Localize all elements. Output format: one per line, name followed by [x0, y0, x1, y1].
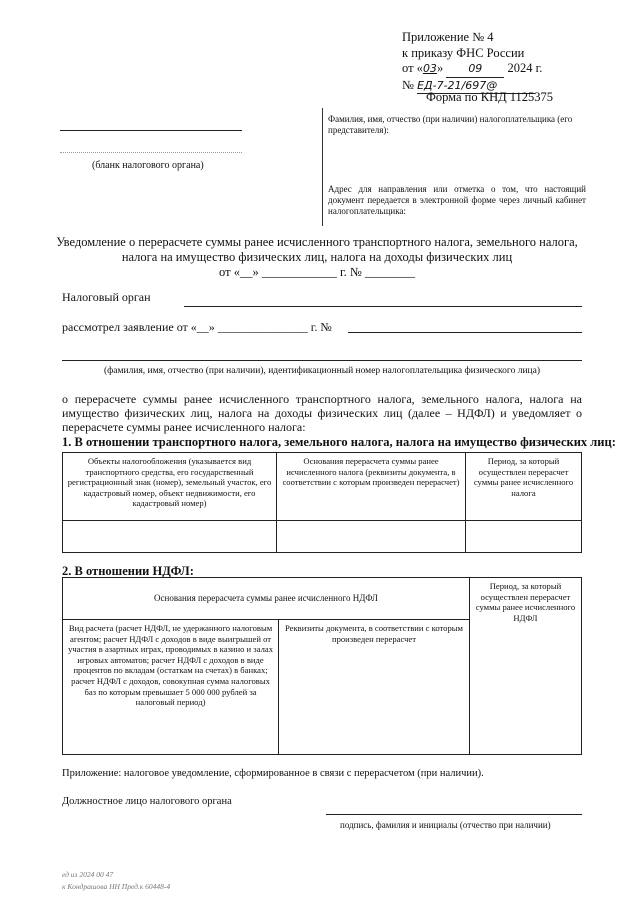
order-number: № ЕД-7-21/697@ — [402, 78, 542, 95]
tax-authority-field[interactable] — [184, 306, 582, 307]
appendix-number: Приложение № 4 — [402, 30, 494, 44]
fio-caption: Фамилия, имя, отчество (при наличии) налогоплательщика (его представителя): — [328, 114, 573, 135]
order-reference: к приказу ФНС России — [402, 45, 525, 60]
ndfl-doc-details: Реквизиты документа, в соответствии с которым произведен перерасчет — [279, 620, 470, 755]
appendix-note: Приложение: налоговое уведомление, сформированное в связи с перерасчетом (при наличии). — [62, 768, 484, 779]
application-number-field[interactable] — [348, 332, 582, 333]
taxpayer-caption: (фамилия, имя, отчество (при наличии), идентификационный номер налогоплательщика физического лица) — [103, 366, 541, 376]
blank-line-faint — [60, 152, 242, 153]
section1-cell-grounds[interactable] — [277, 521, 466, 553]
blank-line — [60, 130, 242, 131]
notice-paragraph: о перерасчете суммы ранее исчисленного транспортного налога, земельного налога, налога на имущество физических лиц, налога на доходы физических лиц (далее – НДФЛ) и уведомляет о перерасчете суммы ранее исчисленного налога: — [62, 392, 582, 434]
order-header — [402, 30, 542, 94]
taxpayer-field[interactable] — [62, 360, 582, 361]
signature-caption: подпись, фамилия и инициалы (отчество при наличии) — [340, 820, 551, 830]
order-day: 03 — [422, 62, 437, 75]
section1-data-row — [63, 521, 582, 553]
ndfl-period-header: Период, за который осуществлен перерасчет суммы ранее исчисленного НДФЛ — [469, 578, 581, 755]
section1-cell-period[interactable] — [466, 521, 582, 553]
signature-field[interactable] — [326, 814, 582, 815]
section1-table — [62, 452, 582, 553]
footer-note-2: к Кондрашова НН Пред.к 60448-4 — [62, 882, 171, 891]
section2-heading: 2. В отношении НДФЛ: — [62, 564, 194, 578]
col-grounds-header: Основания перерасчета суммы ранее исчисленного налога (реквизиты документа, в соответствии с которым произведен перерасчет) — [277, 453, 466, 521]
section2-table — [62, 577, 582, 755]
address-divider — [322, 108, 323, 226]
order-month: 09 — [446, 61, 504, 78]
ndfl-calc-type: Вид расчета (расчет НДФЛ, не удержанного налоговым агентом; расчет НДФЛ с доходов в виде выигрышей от участия в азартных играх, проводимых в казино и залах игровых автоматов; расчет НДФЛ с доходов в виде процентов по вкладам (остаткам на счетах) в банках; расчет НДФЛ с доходов, совокупная сумма налоговых баз по которым превышает 5 000 000 рублей за налоговый период) — [63, 620, 279, 755]
col-period-header: Период, за который осуществлен перерасчет суммы ранее исчисленного налога — [466, 453, 582, 521]
reviewed-application-label: рассмотрел заявление от «__» _______________ г. № — [62, 320, 332, 334]
col-objects-header: Объекты налогообложения (указывается вид транспортного средства, его государственный регистрационный знак (номер), земельный участок, его кадастровый номер, объект недвижимости, его кадастровый номер) — [63, 453, 277, 521]
address-caption: Адрес для направления или отметка о том, что настоящий документ передается в электронной форме через личный кабинет налогоплательщика: — [328, 184, 586, 216]
form-code: Форма по КНД 1125375 — [426, 90, 554, 104]
blank-caption: (бланк налогового органа) — [92, 160, 204, 171]
section1-header-row — [63, 453, 582, 521]
ndfl-grounds-header: Основания перерасчета суммы ранее исчисленного НДФЛ — [63, 578, 470, 620]
title-date-number: от «__» ____________ г. № ________ — [219, 265, 415, 279]
section2-header-row — [63, 578, 582, 620]
tax-authority-label: Налоговый орган — [62, 290, 151, 304]
document-title: Уведомление о перерасчете суммы ранее исчисленного транспортного налога, земельного налога, налога на имущество физических лиц, налога на доходы физических лиц от «__» ____________ г. № ________ — [52, 235, 582, 280]
section1-heading: 1. В отношении транспортного налога, земельного налога, налога на имущество физических лиц: — [62, 435, 616, 449]
section1-cell-objects[interactable] — [63, 521, 277, 553]
order-date: от «03» 09 2024 г. — [402, 61, 542, 78]
official-label: Должностное лицо налогового органа — [62, 796, 232, 807]
order-number-value: ЕД-7-21/697@ — [417, 78, 535, 95]
footer-note-1: ед из 2024 00 47 — [62, 870, 114, 879]
